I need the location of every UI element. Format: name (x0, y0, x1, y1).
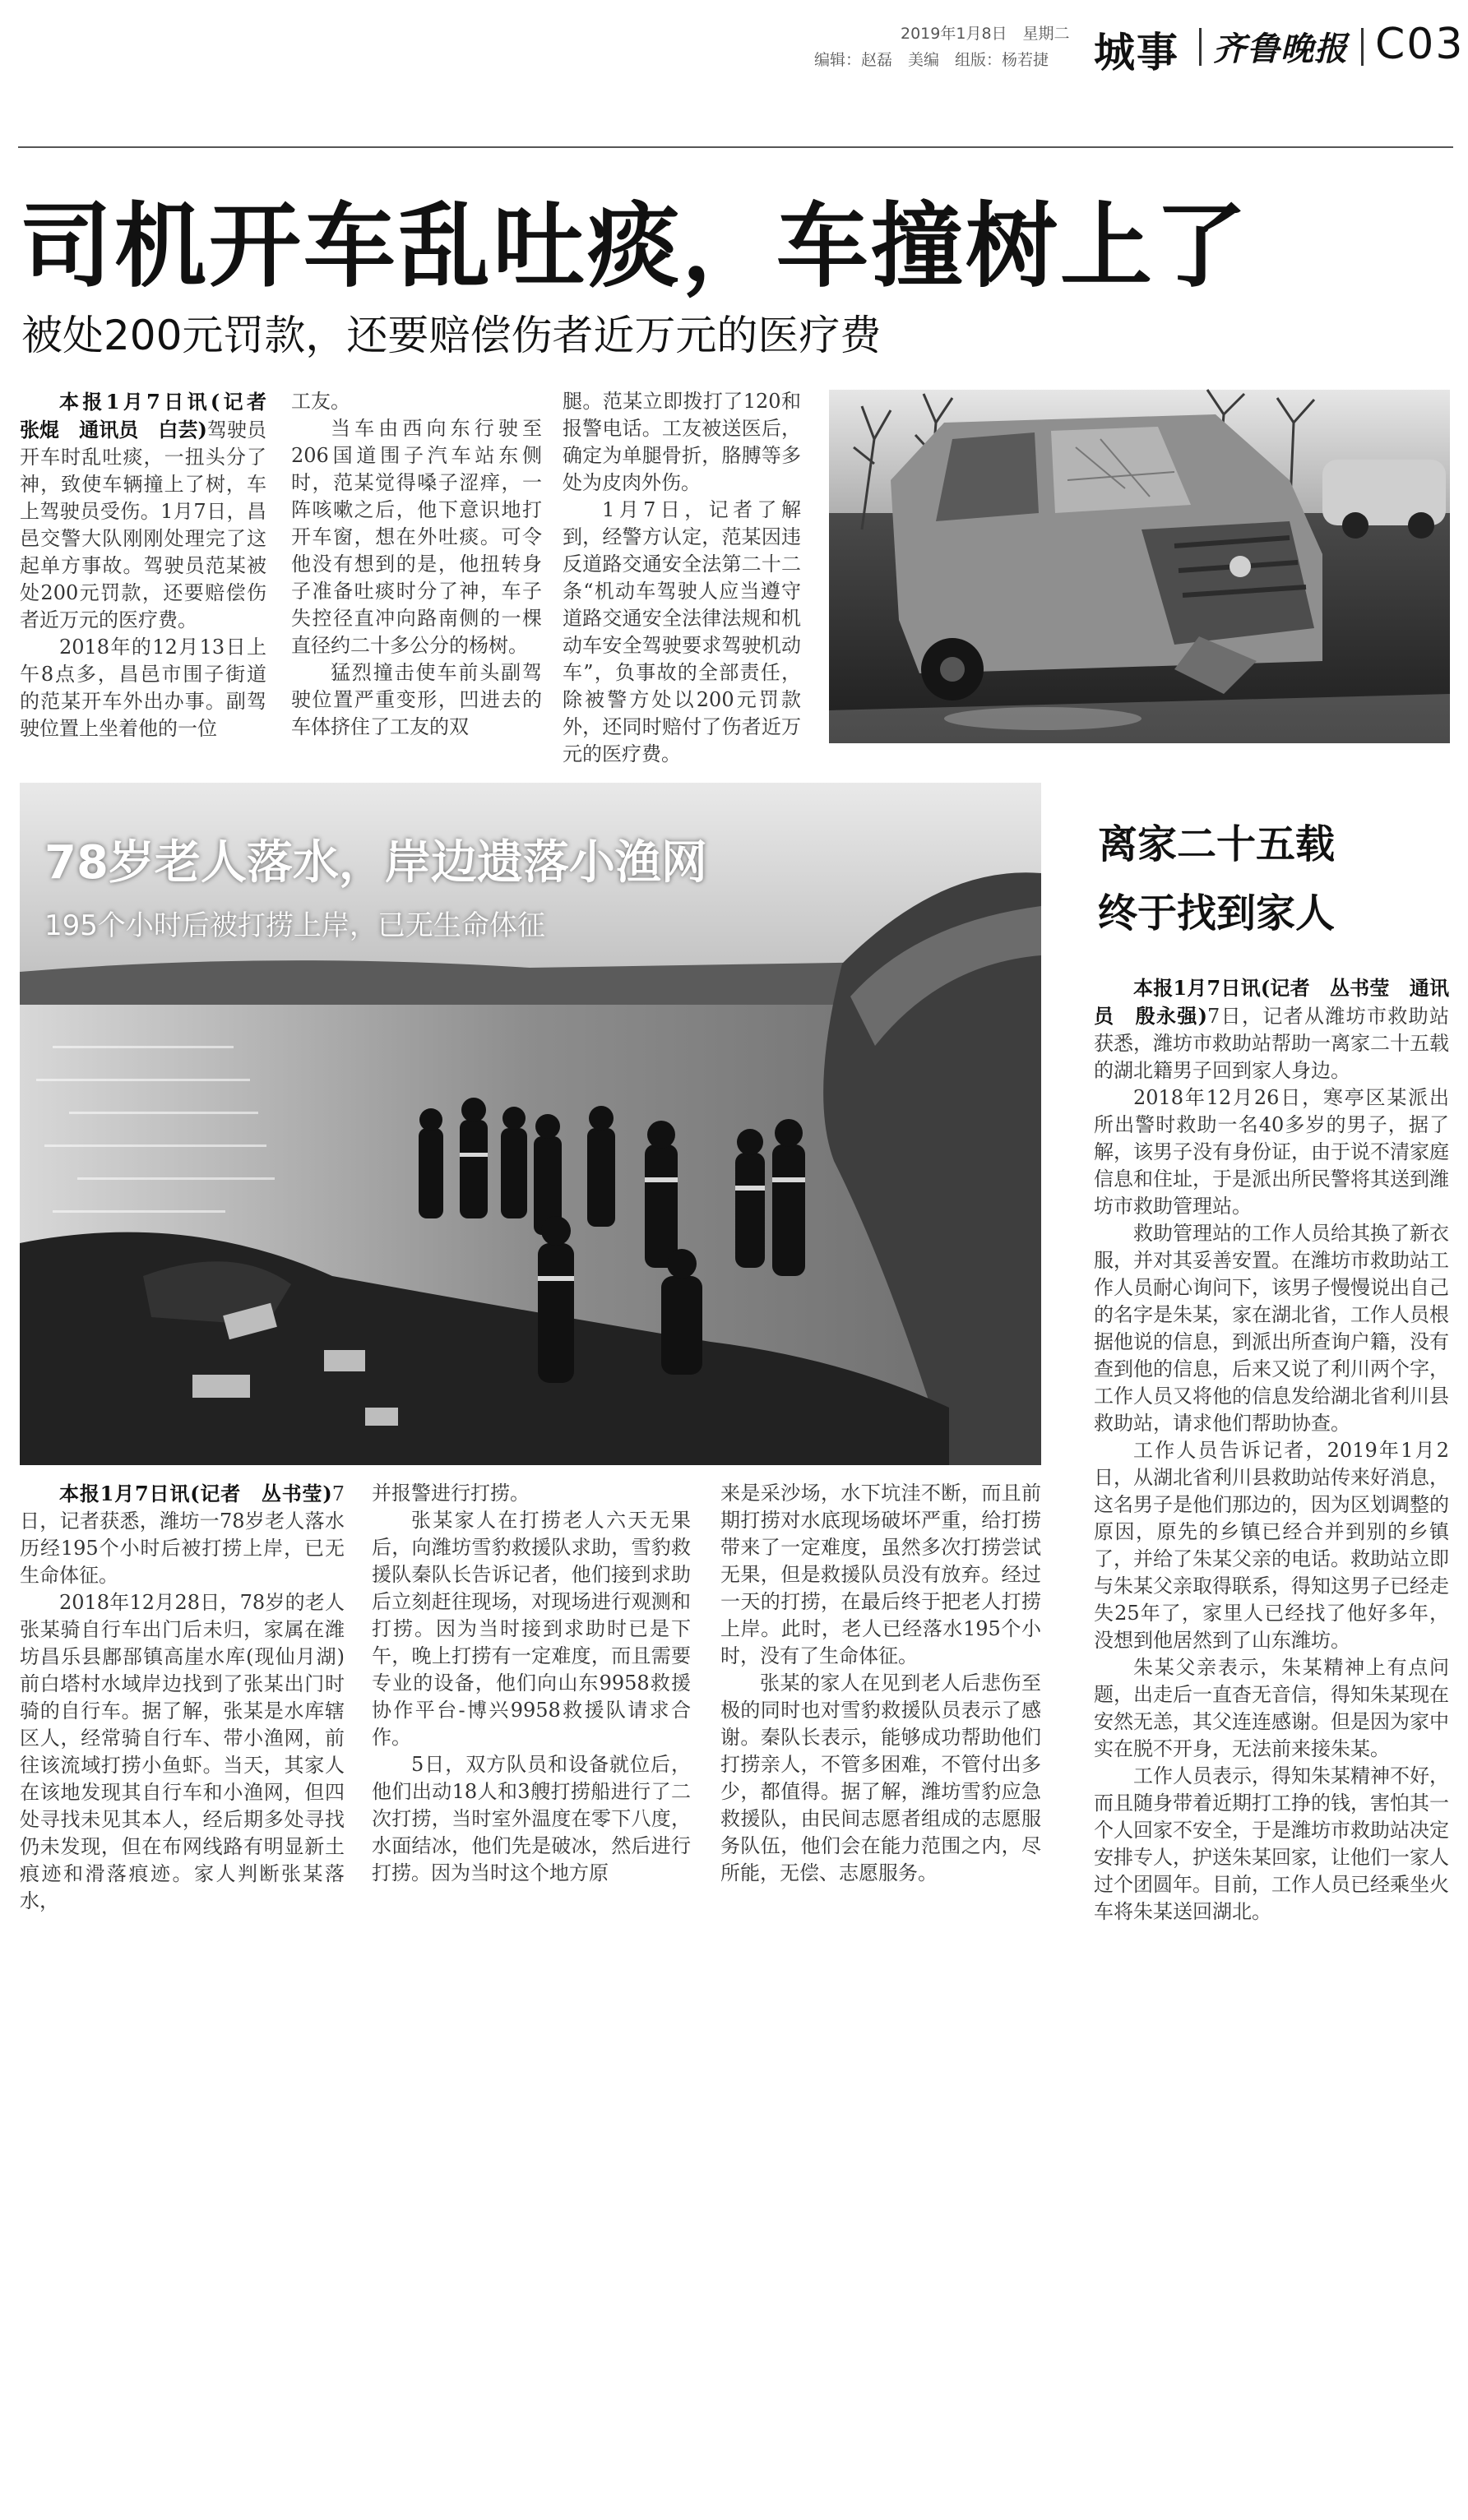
masthead-divider (1361, 28, 1364, 66)
story3-paragraph: 工作人员告诉记者，2019年1月2日，从湖北省利川县救助站传来好消息，这名男子是他们那边的，因为区划调整的原因，原先的乡镇已经合并到别的乡镇了，并给了朱某父亲的电话。救助站立即与朱某父亲取得联系，得知这男子已经走失25年了，家里人已经找了他好多年，没想到他居然到了山东潍坊。 (1094, 1439, 1449, 1652)
story2-column-1 (20, 1480, 345, 1912)
story3-paragraph: 2018年12月26日，寒亭区某派出所出警时救助一名40多岁的男子，据了解，该男子没有身份证，由于说不清家庭信息和住址，于是派出所民警将其送到潍坊市救助管理站。 (1094, 1086, 1449, 1218)
story3-lead: 7日，记者从潍坊市救助站获悉，潍坊市救助站帮助一离家二十五载的湖北籍男子回到家人身边。 (1094, 1005, 1449, 1082)
story1-lead: 驾驶员开车时乱吐痰，一扭头分了神，致使车辆撞上了树，车上驾驶员受伤。1月7日，昌邑交警大队刚刚处理完了这起单方事故。驾驶员范某被处200元罚款，还要赔偿伤者近万元的医疗费。 (20, 418, 267, 631)
header-rule (18, 146, 1453, 148)
story1-paragraph: 2018年的12月13日上午8点多，昌邑市围子街道的范某开车外出办事。副驾驶位置上坐着他的一位 (20, 636, 266, 740)
story2-column-2 (372, 1480, 691, 1884)
masthead (0, 0, 1468, 90)
story1-column-3 (563, 388, 801, 765)
story1-column-1 (20, 388, 286, 758)
story1-paragraph: 工友。 (291, 390, 350, 413)
story1-subhead: 被处200元罚款，还要赔偿伤者近万元的医疗费 (21, 312, 882, 359)
issue-date: 2019年1月8日 星期二 (901, 25, 1070, 43)
story1-headline: 司机开车乱吐痰，车撞树上了 (20, 193, 1249, 300)
story3-headline (1098, 810, 1443, 948)
section-title: 城事 (1094, 29, 1179, 76)
story2-byline: 本报1月7日讯(记者 丛书莹) (59, 1482, 332, 1505)
story3-headline-line: 离家二十五载 (1098, 821, 1336, 867)
story3-headline-line: 终于找到家人 (1098, 890, 1336, 936)
story3-column (1094, 974, 1449, 1923)
story2-paragraph: 2018年12月28日，78岁的老人张某骑自行车出门后未归，家属在潍坊昌乐县鄌郚镇高崖水库(现仙月湖)前白塔村水域岸边找到了张某出门时骑的自行车。据了解，张某是水库辖区人，经常骑自行车、带小渔网，前往该流域打捞小鱼虾。当天，其家人在该地发现其自行车和小渔网，但四处寻找未见其本人，经后期多处寻找仍未发现，但在布网线路有明显新土痕迹和滑落痕迹。家人判断张某落水， (20, 1591, 345, 1912)
story3-paragraph: 朱某父亲表示，朱某精神上有点问题，出走后一直杳无音信，得知朱某现在安然无恙，其父连连感谢。但是因为家中实在脱不开身，无法前来接朱某。 (1094, 1656, 1449, 1760)
story1-paragraph: 1月7日，记者了解到，经警方认定，范某因违反道路交通安全法第二十二条“机动车驾驶人应当遵守道路交通安全法律法规和机动车安全驾驶要求驾驶机动车”，负事故的全部责任，除被警方处以200元罚款外，还同时赔付了伤者近万元的医疗费。 (563, 498, 801, 765)
story2-paragraph: 并报警进行打捞。 (372, 1482, 530, 1505)
story3-byline: 本报1月7日讯(记者 丛书莹 通讯员 殷永强) (1094, 976, 1449, 1028)
page-number: C03 (1375, 20, 1465, 69)
wrecked-van-photo (829, 390, 1450, 743)
story2-subhead: 195个小时后被打捞上岸，已无生命体征 (44, 909, 545, 942)
staff-credits: 编辑：赵磊 美编 组版：杨若捷 (814, 51, 1049, 69)
story2-headline: 78岁老人落水，岸边遗落小渔网 (44, 836, 707, 890)
story1-column-2 (291, 388, 542, 758)
story1-paragraph: 猛烈撞击使车前头副驾驶位置严重变形，凹进去的车体挤住了工友的双 (291, 661, 542, 738)
story2-paragraph: 来是采沙场，水下坑洼不断，而且前期打捞对水底现场破坏严重，给打捞带来了一定难度，虽然多次打捞尝试无果，但是救援队员没有放弃。经过一天的打捞，在最后终于把老人打捞上岸。此时，老人已经落水195个小时，没有了生命体征。 (720, 1482, 1041, 1667)
story1-paragraph: 腿。范某立即拨打了120和报警电话。工友被送医后，确定为单腿骨折，胳膊等多处为皮肉外伤。 (563, 390, 801, 494)
story3-paragraph: 工作人员表示，得知朱某精神不好，而且随身带着近期打工挣的钱，害怕其一个人回家不安全，于是潍坊市救助站决定安排专人，护送朱某回家，让他们一家人过个团圆年。目前，工作人员已经乘坐火车将朱某送回湖北。 (1094, 1764, 1449, 1923)
masthead-divider (1199, 28, 1202, 66)
story1-paragraph: 当车由西向东行驶至206国道围子汽车站东侧时，范某觉得嗓子涩痒，一阵咳嗽之后，他下意识地打开车窗，想在外吐痰。可令他没有想到的是，他扭转身子准备吐痰时分了神，车子失控径直冲向路南侧的一棵直径约二十多公分的杨树。 (291, 417, 542, 657)
story3-paragraph: 救助管理站的工作人员给其换了新衣服，并对其妥善安置。在潍坊市救助站工作人员耐心询问下，该男子慢慢说出自己的名字是朱某，家在湖北省，工作人员根据他说的信息，到派出所查询户籍，没有查到他的信息，后来又说了利川两个字，工作人员又将他的信息发给湖北省利川县救助站，请求他们帮助协查。 (1094, 1222, 1449, 1435)
story2-column-3 (720, 1480, 1041, 1884)
story2-paragraph: 5日，双方队员和设备就位后，他们出动18人和3艘打捞船进行了二次打捞，当时室外温度在零下八度，水面结冰，他们先是破冰，然后进行打捞。因为当时这个地方原 (372, 1753, 691, 1884)
story2-paragraph: 张某家人在打捞老人六天无果后，向潍坊雪豹救援队求助，雪豹救援队秦队长告诉记者，他们接到求助后立刻赶往现场，对现场进行观测和打捞。因为当时接到求助时已是下午，晚上打捞有一定难度，而且需要专业的设备，他们向山东9958救援协作平台-博兴9958救援队请求合作。 (372, 1509, 691, 1749)
story2-lead: 7日，记者获悉，潍坊一78岁老人落水历经195个小时后被打捞上岸，已无生命体征。 (20, 1482, 345, 1587)
newspaper-logo: 齐鲁晚报 (1213, 30, 1348, 68)
story2-paragraph: 张某的家人在见到老人后悲伤至极的同时也对雪豹救援队员表示了感谢。秦队长表示，能够成功帮助他们打捞亲人，不管多困难，不管付出多少，都值得。据了解，潍坊雪豹应急救援队，由民间志愿者组成的志愿服务队伍，他们会在能力范围之内，尽所能，无偿、志愿服务。 (720, 1672, 1041, 1884)
story1-byline: 本报1月7日讯(记者 张焜 通讯员 白芸) (20, 390, 286, 442)
